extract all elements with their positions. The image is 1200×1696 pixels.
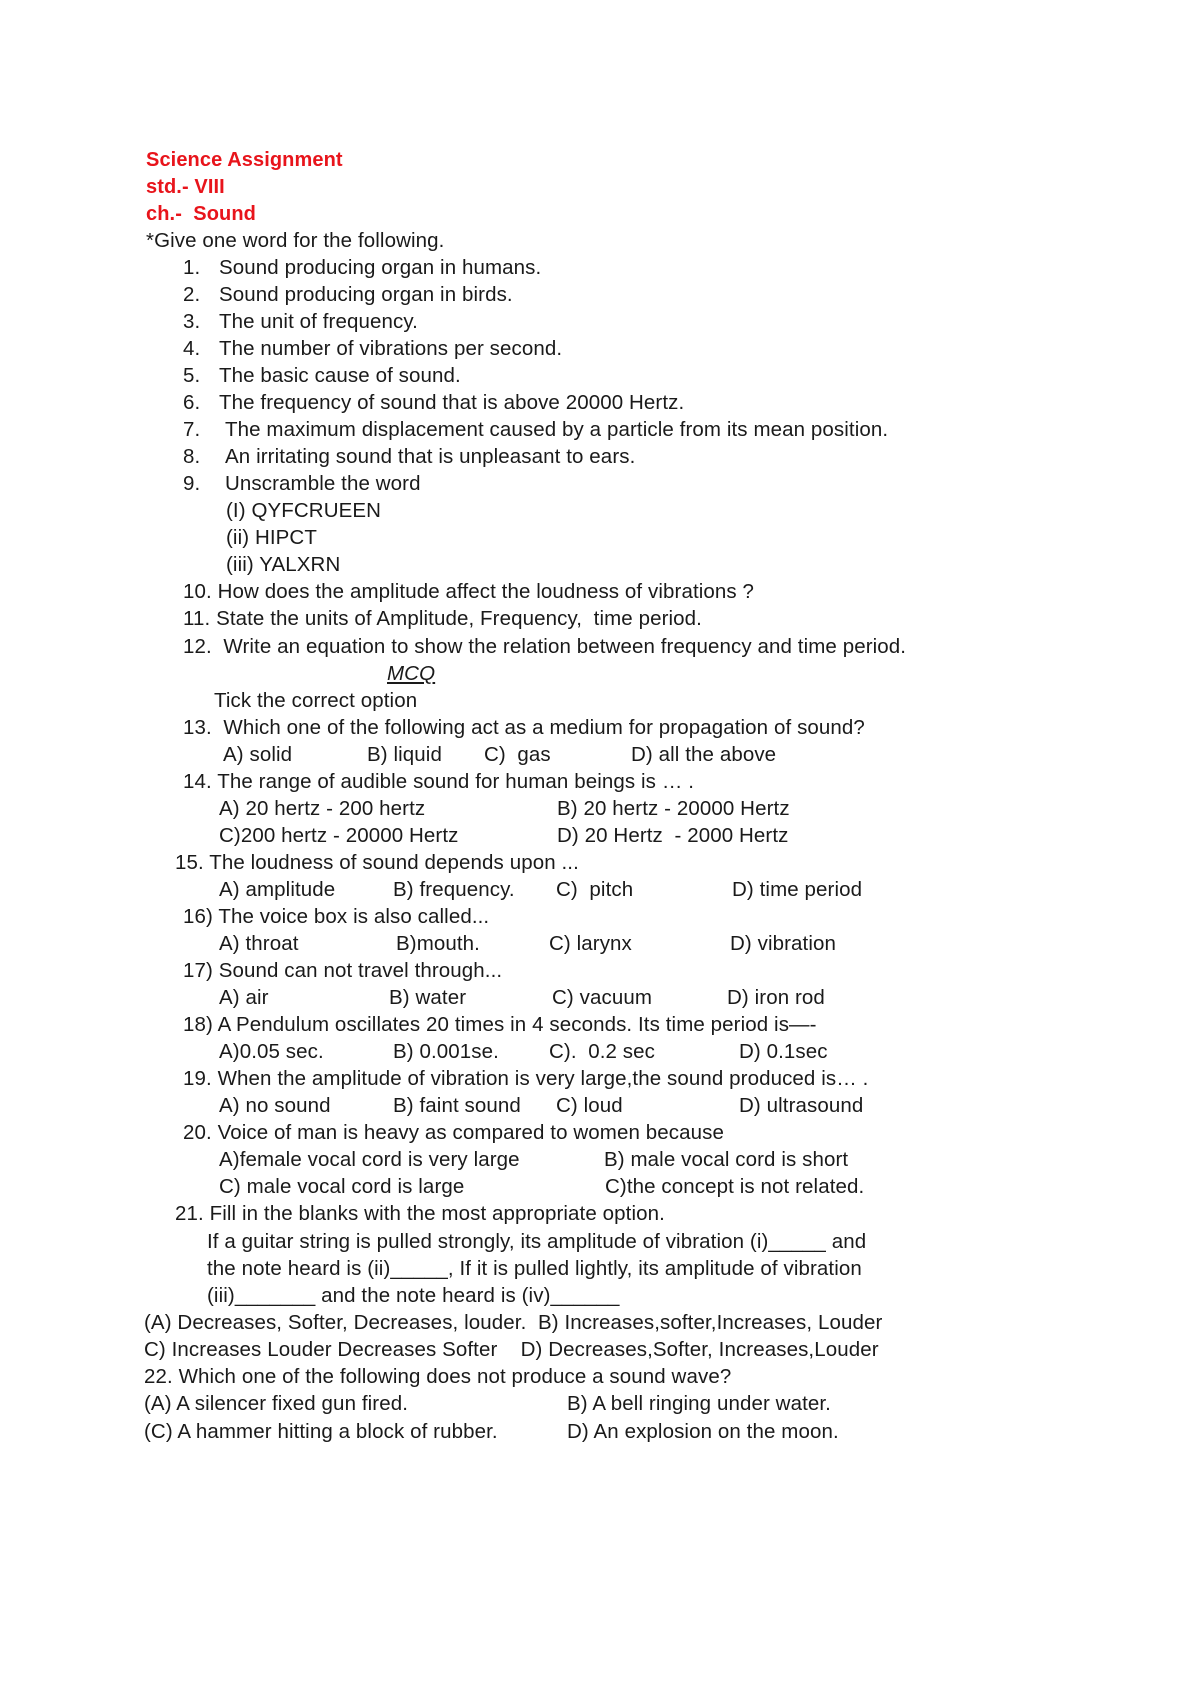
option-a: A) throat — [219, 932, 299, 955]
option-c: C) loud — [556, 1094, 623, 1117]
list-item: The unit of frequency. — [219, 310, 418, 333]
option-d: D) ultrasound — [739, 1094, 864, 1117]
option-b: B) 0.001se. — [393, 1040, 499, 1063]
list-item: The basic cause of sound. — [219, 364, 461, 387]
option-a: A)female vocal cord is very large — [219, 1148, 520, 1171]
mcq-instruction: Tick the correct option — [214, 689, 418, 712]
list-number: 3. — [183, 310, 201, 333]
option-row: C) Increases Louder Decreases Softer D) Decreases,Softer, Increases,Louder — [144, 1338, 879, 1361]
option-c: C) larynx — [549, 932, 632, 955]
list-number: 2. — [183, 283, 201, 306]
list-item: 11. State the units of Amplitude, Frequency, time period. — [183, 607, 702, 630]
list-number: 8. — [183, 445, 201, 468]
question-text: 19. When the amplitude of vibration is very large,the sound produced is… . — [183, 1067, 869, 1090]
option-c: C) gas — [484, 743, 551, 766]
list-item: The maximum displacement caused by a particle from its mean position. — [225, 418, 889, 441]
assignment-title: Science Assignment — [146, 149, 343, 171]
question-text: 17) Sound can not travel through... — [183, 959, 503, 982]
question-line: If a guitar string is pulled strongly, its amplitude of vibration (i)_____ and — [207, 1230, 867, 1253]
list-item: Unscramble the word — [225, 472, 421, 495]
question-text: 16) The voice box is also called... — [183, 905, 490, 928]
option-d: D) iron rod — [727, 986, 825, 1009]
option-row: (A) Decreases, Softer, Decreases, louder. B) Increases,softer,Increases, Louder — [144, 1311, 883, 1334]
unscramble-word: (iii) YALXRN — [226, 553, 341, 576]
option-b: B) 20 hertz - 20000 Hertz — [557, 797, 790, 820]
section-instruction: *Give one word for the following. — [146, 229, 445, 252]
option-a: (A) A silencer fixed gun fired. — [144, 1392, 409, 1415]
question-text: 22. Which one of the following does not produce a sound wave? — [144, 1365, 732, 1388]
list-item: 12. Write an equation to show the relation between frequency and time period. — [183, 635, 907, 658]
option-c: (C) A hammer hitting a block of rubber. — [144, 1420, 498, 1443]
question-text: 18) A Pendulum oscillates 20 times in 4 seconds. Its time period is—- — [183, 1013, 817, 1036]
question-text: 14. The range of audible sound for human beings is … . — [183, 770, 695, 793]
question-text: 20. Voice of man is heavy as compared to women because — [183, 1121, 724, 1144]
mcq-heading: MCQ — [387, 662, 436, 685]
option-b: B) liquid — [367, 743, 442, 766]
option-a: A) no sound — [219, 1094, 331, 1117]
list-item: Sound producing organ in humans. — [219, 256, 542, 279]
list-item: An irritating sound that is unpleasant to ears. — [225, 445, 636, 468]
option-c: C) pitch — [556, 878, 634, 901]
option-a: A)0.05 sec. — [219, 1040, 324, 1063]
list-item: 10. How does the amplitude affect the loudness of vibrations ? — [183, 580, 755, 603]
option-b: B) frequency. — [393, 878, 515, 901]
option-c: C) vacuum — [552, 986, 653, 1009]
list-number: 6. — [183, 391, 201, 414]
option-a: A) amplitude — [219, 878, 336, 901]
list-item: Sound producing organ in birds. — [219, 283, 513, 306]
unscramble-word: (I) QYFCRUEEN — [226, 499, 382, 522]
list-item: The number of vibrations per second. — [219, 337, 563, 360]
option-b: B) A bell ringing under water. — [567, 1392, 831, 1415]
option-a: A) air — [219, 986, 269, 1009]
option-c: C) male vocal cord is large — [219, 1175, 465, 1198]
question-text: 21. Fill in the blanks with the most appropriate option. — [175, 1202, 665, 1225]
option-b: B) water — [389, 986, 467, 1009]
list-number: 4. — [183, 337, 201, 360]
list-number: 7. — [183, 418, 201, 441]
unscramble-word: (ii) HIPCT — [226, 526, 317, 549]
list-number: 9. — [183, 472, 201, 495]
option-a: A) solid — [223, 743, 293, 766]
list-number: 1. — [183, 256, 201, 279]
option-d: D) all the above — [631, 743, 777, 766]
question-text: 15. The loudness of sound depends upon ... — [175, 851, 579, 874]
question-line: the note heard is (ii)_____, If it is pulled lightly, its amplitude of vibration — [207, 1257, 862, 1280]
option-d: C)the concept is not related. — [605, 1175, 865, 1198]
question-text: 13. Which one of the following act as a medium for propagation of sound? — [183, 716, 865, 739]
chapter-label: ch.- Sound — [146, 203, 256, 225]
option-d: D) vibration — [730, 932, 837, 955]
option-b: B)mouth. — [396, 932, 480, 955]
option-b: B) male vocal cord is short — [604, 1148, 849, 1171]
option-c: C)200 hertz - 20000 Hertz — [219, 824, 459, 847]
option-b: B) faint sound — [393, 1094, 521, 1117]
option-d: D) time period — [732, 878, 863, 901]
option-d: D) An explosion on the moon. — [567, 1420, 839, 1443]
option-d: D) 0.1sec — [739, 1040, 828, 1063]
option-c: C). 0.2 sec — [549, 1040, 656, 1063]
list-number: 5. — [183, 364, 201, 387]
list-item: The frequency of sound that is above 20000 Hertz. — [219, 391, 685, 414]
option-d: D) 20 Hertz - 2000 Hertz — [557, 824, 789, 847]
question-line: (iii)_______ and the note heard is (iv)______ — [207, 1284, 620, 1307]
std-label: std.- VIII — [146, 176, 225, 198]
option-a: A) 20 hertz - 200 hertz — [219, 797, 426, 820]
